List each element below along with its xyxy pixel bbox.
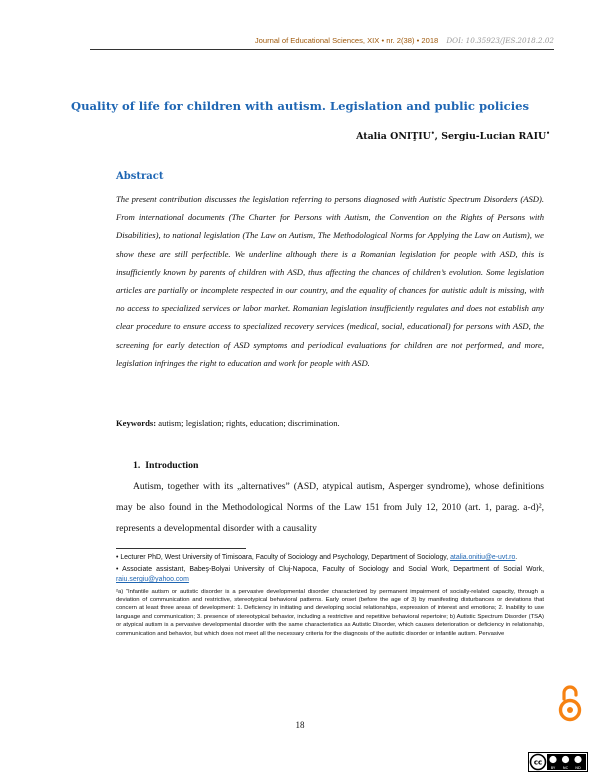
author-separator: , xyxy=(434,131,442,143)
doi[interactable]: DOI: 10.35923/JES.2018.2.02 xyxy=(446,36,554,45)
footnote-author2 xyxy=(116,565,544,585)
cc-label-nc: NC xyxy=(562,766,569,770)
abstract-text: The present contribution discusses the legislation referring to persons diagnosed with Autistic Spectrum Disorders (ASD). From international documents (The Charter for Persons with Autism, the Convention on the Rights of Persons with Disabilities), to national legislation (The Law on Autism, The Methodological Norms for Applying the Law on Autism), we show these are still perfectible. We underline although there is a Romanian legislation for people with ASD, this is insufficiently known by parents of children with ASD, thus affecting the chances of children’s evolution. Some legislation articles are partially or incomplete respected in our country, and the equality of chances for autistic adult is missing, with no access to specialized services or labor market. Romanian legislation insufficiently regulates and does not establish any clear procedure to ensure access to specialized recovery services (medical, social, educational) for persons with ASD, the screening for early detection of ASD symptoms and periodical evaluations for children are not performed, and more, legislation infringes the right to education and work for people with ASD. xyxy=(116,194,544,368)
author1-email-link[interactable]: atalia.onitiu@e-uvt.ro xyxy=(450,554,516,561)
author2-email-link[interactable]: raiu.sergiu@yahoo.com xyxy=(116,576,189,584)
abstract-heading: Abstract xyxy=(116,171,164,182)
open-access-icon xyxy=(557,683,583,723)
footnote-punct: . xyxy=(515,554,518,561)
footnote-text: • Associate assistant, Babeş-Bolyai University of Cluj-Napoca, Faculty of Sociology and Social Work, Department of Social Work, xyxy=(116,566,544,574)
author-footnote-mark: • xyxy=(430,130,435,137)
cc-label-by: BY xyxy=(550,766,556,770)
cc-by-nc-nd-icon[interactable] xyxy=(528,752,588,772)
keywords xyxy=(116,418,546,428)
footnote-rule xyxy=(116,548,246,549)
footnote-author1 xyxy=(116,553,544,563)
journal-citation: Journal of Educational Sciences, XIX • nr. 2(38) • 2018 xyxy=(254,36,439,45)
author-name: Sergiu-Lucian RAIU xyxy=(441,131,547,143)
header-rule xyxy=(90,49,554,50)
cc-label-nd: ND xyxy=(575,766,581,770)
svg-text:cc: cc xyxy=(533,758,543,767)
footnote-definitions: ²a) “Infantile autism or autistic disorder is a pervasive developmental disorder characterized by permanent impairment of socially-related capacity, through a deviation of communication and restrictive, stereotypical behavioral patterns. Early onset (before the age of 3) by manifesting disturbances or deviations that concern at least three areas of development: 1. Deficiency in initiating and developing social relationships, expression of interest and emotions; 2. Inability to use language and communication; 3. presence of stereotypical behavior, including a restrictive and repetitive behavioral repertoire; b) Autistic Spectrum Disorder (TSA) or atypical autism is a pervasive developmental disorder with the same characteristics as Autistic Disorder, which causes deterioration or deficiency in relationship, communication and behavior, but which does not meet all the necessary criteria for the diagnosis of the autistic disorder or infantile autism. Pervasive xyxy=(116,588,544,637)
authors xyxy=(356,130,550,142)
page-number: 18 xyxy=(295,720,305,730)
introduction-paragraph: Autism, together with its „alternatives” (ASD, atypical autism, Asperger syndrome), whose definitions may be also found in the Methodological Norms of the Law 151 from July 12, 2010 (art. 1, parag. a-d)², represents a developmental disorder with a causality xyxy=(116,481,544,534)
keywords-list: autism; legislation; rights, education; discrimination. xyxy=(156,418,340,428)
running-header xyxy=(255,36,554,45)
footnotes xyxy=(116,553,544,638)
paper-title: Quality of life for children with autism. Legislation and public policies xyxy=(70,99,530,113)
footnote-text: • Lecturer PhD, West University of Timisoara, Faculty of Sociology and Psychology, Department of Sociology, xyxy=(116,554,451,561)
section-heading-introduction: 1. Introduction xyxy=(133,460,199,471)
author-name: Atalia ONIŢIU xyxy=(356,131,431,143)
author-footnote-mark: • xyxy=(546,130,550,137)
keywords-label: Keywords: xyxy=(116,418,157,428)
